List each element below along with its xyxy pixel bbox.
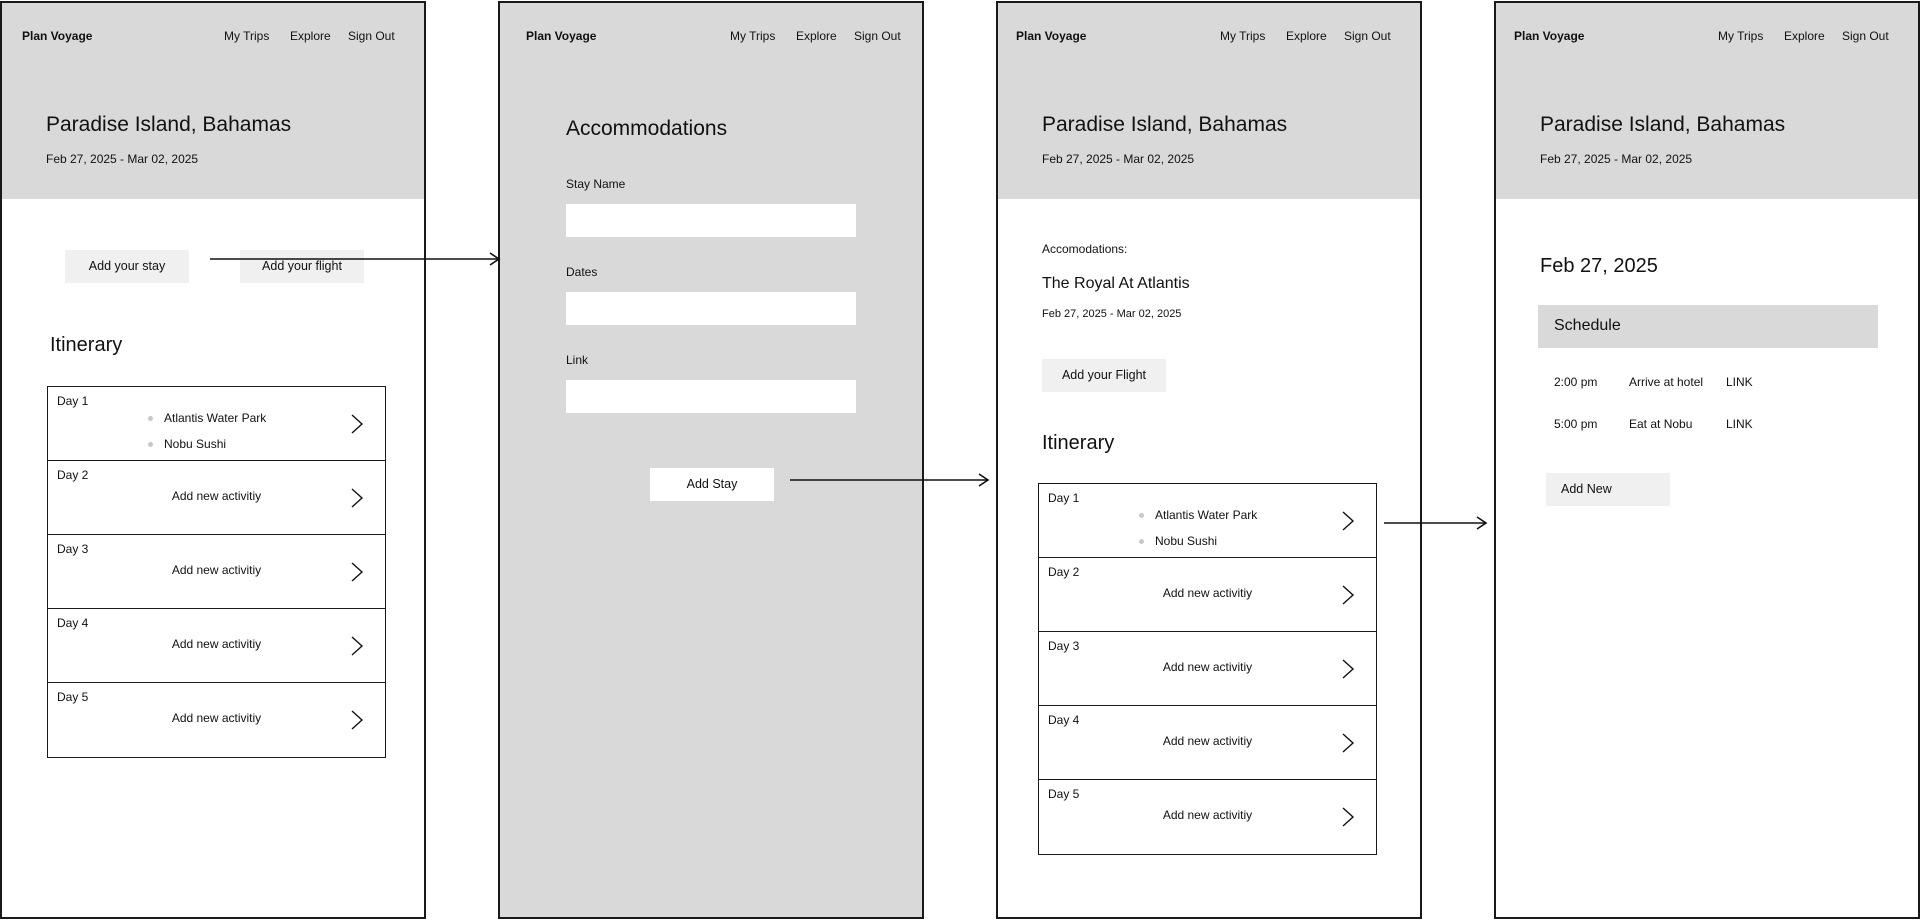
chevron-right-icon[interactable] bbox=[1340, 658, 1356, 680]
day-label: Day 4 bbox=[57, 616, 89, 630]
nav-my-trips[interactable]: My Trips bbox=[730, 29, 776, 43]
activity-item: Atlantis Water Park bbox=[148, 405, 266, 431]
trip-dates: Feb 27, 2025 - Mar 02, 2025 bbox=[1540, 152, 1693, 166]
screen-accommodations-form bbox=[498, 1, 924, 919]
itinerary-day-row[interactable] bbox=[48, 683, 385, 757]
day-label: Day 5 bbox=[1048, 787, 1080, 801]
brand-logo[interactable]: Plan Voyage bbox=[1016, 29, 1087, 43]
day-date-heading: Feb 27, 2025 bbox=[1540, 255, 1658, 277]
add-activity-link[interactable]: Add new activitiy bbox=[171, 711, 262, 725]
nav-sign-out[interactable]: Sign Out bbox=[348, 29, 395, 43]
add-activity-link[interactable]: Add new activitiy bbox=[1162, 660, 1253, 674]
link-input[interactable] bbox=[566, 380, 856, 413]
activity-item: Atlantis Water Park bbox=[1139, 502, 1257, 528]
brand-logo[interactable]: Plan Voyage bbox=[526, 29, 597, 43]
day-label: Day 1 bbox=[1048, 491, 1080, 505]
flow-arrow-icon bbox=[210, 252, 502, 266]
trip-dates: Feb 27, 2025 - Mar 02, 2025 bbox=[1042, 152, 1195, 166]
add-stay-button[interactable]: Add your stay bbox=[65, 250, 189, 283]
add-activity-link[interactable]: Add new activitiy bbox=[171, 563, 262, 577]
trip-title: Paradise Island, Bahamas bbox=[46, 113, 292, 136]
nav-sign-out[interactable]: Sign Out bbox=[1344, 29, 1391, 43]
itinerary-day-row[interactable] bbox=[1039, 484, 1376, 558]
itinerary-day-row[interactable] bbox=[1039, 706, 1376, 780]
chevron-right-icon[interactable] bbox=[1340, 584, 1356, 606]
itinerary-day-row[interactable] bbox=[48, 535, 385, 609]
add-new-button[interactable]: Add New bbox=[1546, 473, 1670, 506]
nav-explore[interactable]: Explore bbox=[290, 29, 331, 43]
stay-name-label: Stay Name bbox=[566, 177, 626, 191]
day-label: Day 3 bbox=[57, 542, 89, 556]
itinerary-day-row[interactable] bbox=[48, 387, 385, 461]
chevron-right-icon[interactable] bbox=[349, 635, 365, 657]
add-activity-link[interactable]: Add new activitiy bbox=[1162, 808, 1253, 822]
day-label: Day 4 bbox=[1048, 713, 1080, 727]
day-label: Day 3 bbox=[1048, 639, 1080, 653]
nav-explore[interactable]: Explore bbox=[1286, 29, 1327, 43]
chevron-right-icon[interactable] bbox=[1340, 732, 1356, 754]
chevron-right-icon[interactable] bbox=[1340, 806, 1356, 828]
itinerary-day-row[interactable] bbox=[48, 461, 385, 535]
schedule-time: 5:00 pm bbox=[1554, 417, 1598, 431]
itinerary-day-row[interactable] bbox=[1039, 780, 1376, 854]
activity-list bbox=[148, 405, 266, 457]
chevron-right-icon[interactable] bbox=[349, 709, 365, 731]
add-activity-link[interactable]: Add new activitiy bbox=[171, 489, 262, 503]
itinerary-list bbox=[1038, 483, 1377, 855]
chevron-right-icon[interactable] bbox=[349, 561, 365, 583]
screen-trip-overview bbox=[0, 1, 426, 919]
trip-title: Paradise Island, Bahamas bbox=[1540, 113, 1786, 136]
brand-logo[interactable]: Plan Voyage bbox=[22, 29, 93, 43]
itinerary-title: Itinerary bbox=[50, 334, 123, 356]
itinerary-title: Itinerary bbox=[1042, 432, 1115, 454]
schedule-time: 2:00 pm bbox=[1554, 375, 1598, 389]
nav-explore[interactable]: Explore bbox=[796, 29, 837, 43]
add-activity-link[interactable]: Add new activitiy bbox=[1162, 734, 1253, 748]
add-flight-button[interactable]: Add your flight bbox=[240, 250, 364, 283]
add-stay-submit-button[interactable]: Add Stay bbox=[650, 468, 774, 501]
chevron-right-icon[interactable] bbox=[349, 487, 365, 509]
stay-name-input[interactable] bbox=[566, 204, 856, 237]
day-label: Day 2 bbox=[57, 468, 89, 482]
nav-sign-out[interactable]: Sign Out bbox=[854, 29, 901, 43]
link-label: Link bbox=[566, 353, 589, 367]
add-activity-link[interactable]: Add new activitiy bbox=[171, 637, 262, 651]
schedule-activity: Arrive at hotel bbox=[1629, 375, 1704, 389]
activity-item: Nobu Sushi bbox=[148, 431, 266, 457]
dates-label: Dates bbox=[566, 265, 598, 279]
chevron-right-icon[interactable] bbox=[1340, 510, 1356, 532]
add-activity-link[interactable]: Add new activitiy bbox=[1162, 586, 1253, 600]
screen-trip-with-stay bbox=[996, 1, 1422, 919]
schedule-title: Schedule bbox=[1554, 317, 1621, 334]
nav-explore[interactable]: Explore bbox=[1784, 29, 1825, 43]
accommodations-label: Accomodations: bbox=[1042, 242, 1128, 256]
nav-sign-out[interactable]: Sign Out bbox=[1842, 29, 1889, 43]
trip-dates: Feb 27, 2025 - Mar 02, 2025 bbox=[46, 152, 199, 166]
accommodation-dates: Feb 27, 2025 - Mar 02, 2025 bbox=[1042, 308, 1182, 320]
itinerary-list bbox=[47, 386, 386, 758]
flow-arrow-icon bbox=[1384, 516, 1488, 530]
schedule-link[interactable]: LINK bbox=[1726, 417, 1753, 431]
trip-title: Paradise Island, Bahamas bbox=[1042, 113, 1288, 136]
dates-input[interactable] bbox=[566, 292, 856, 325]
itinerary-day-row[interactable] bbox=[1039, 558, 1376, 632]
itinerary-day-row[interactable] bbox=[1039, 632, 1376, 706]
trip-header bbox=[2, 3, 424, 199]
day-label: Day 1 bbox=[57, 394, 89, 408]
trip-header bbox=[998, 3, 1420, 199]
nav-my-trips[interactable]: My Trips bbox=[1220, 29, 1266, 43]
schedule-activity: Eat at Nobu bbox=[1629, 417, 1693, 431]
chevron-right-icon[interactable] bbox=[349, 413, 365, 435]
accommodation-name: The Royal At Atlantis bbox=[1042, 275, 1190, 292]
schedule-header bbox=[1538, 305, 1878, 348]
nav-my-trips[interactable]: My Trips bbox=[1718, 29, 1764, 43]
brand-logo[interactable]: Plan Voyage bbox=[1514, 29, 1585, 43]
activity-item: Nobu Sushi bbox=[1139, 528, 1257, 554]
nav-my-trips[interactable]: My Trips bbox=[224, 29, 270, 43]
add-flight-button[interactable]: Add your Flight bbox=[1042, 359, 1166, 392]
day-label: Day 2 bbox=[1048, 565, 1080, 579]
trip-header bbox=[1496, 3, 1918, 199]
day-label: Day 5 bbox=[57, 690, 89, 704]
form-title: Accommodations bbox=[566, 117, 728, 140]
schedule-link[interactable]: LINK bbox=[1726, 375, 1753, 389]
itinerary-day-row[interactable] bbox=[48, 609, 385, 683]
activity-list bbox=[1139, 502, 1257, 554]
screen-day-schedule bbox=[1494, 1, 1920, 919]
flow-arrow-icon bbox=[790, 473, 990, 487]
